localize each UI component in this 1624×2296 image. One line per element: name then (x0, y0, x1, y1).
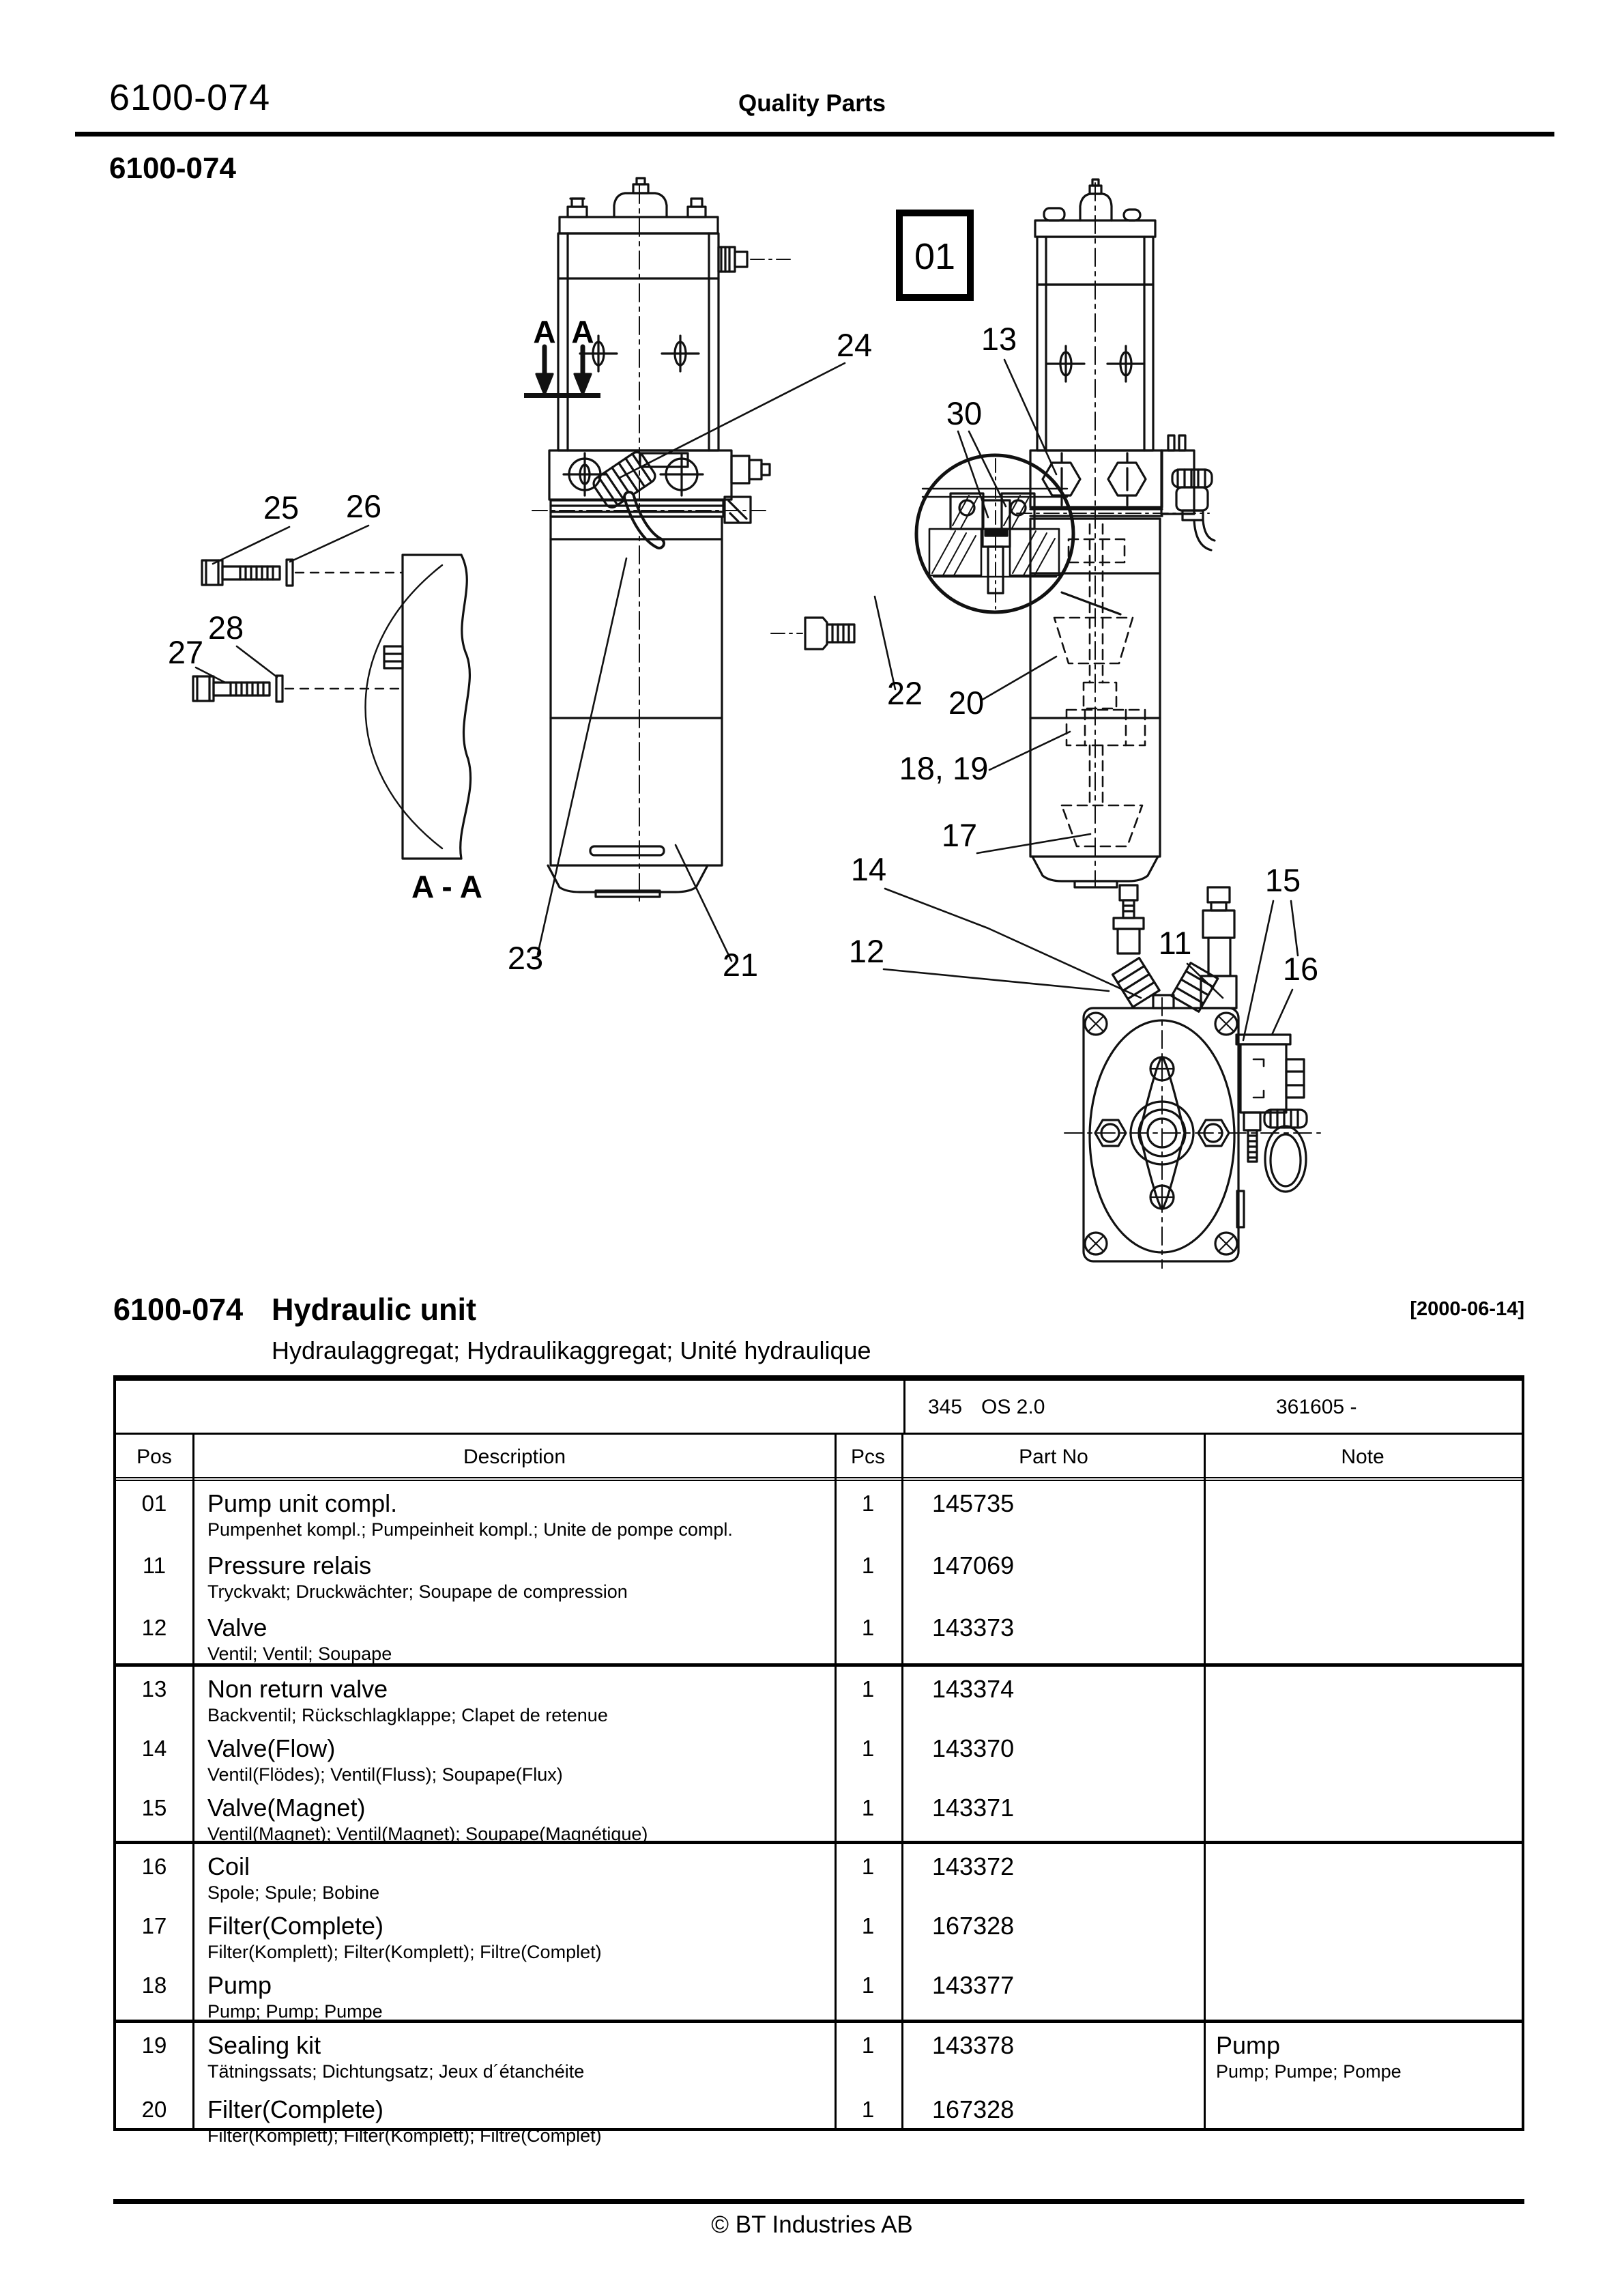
cell-pcs: 1 (861, 1972, 875, 1998)
cell-name: Non return valve (207, 1675, 388, 1703)
cell-pos: 17 (141, 1913, 167, 1938)
table-row (116, 1904, 1522, 1963)
table-row (116, 1963, 1522, 2020)
callout-12: 12 (848, 933, 885, 969)
section-view-label: A - A (411, 869, 482, 904)
cell-alt: Ventil(Flödes); Ventil(Fluss); Soupape(Flux) (207, 1764, 563, 1785)
cell-alt: Pump; Pump; Pumpe (207, 2001, 383, 2022)
callout-25: 25 (263, 489, 300, 526)
cell-name: Valve(Flow) (207, 1734, 336, 1762)
ref-box-01 (899, 213, 970, 298)
table-divider (901, 1433, 903, 2131)
page-code: 6100-074 (109, 152, 236, 185)
callout-18-19: 18, 19 (899, 750, 989, 786)
section-subtitle: Hydraulaggregat; Hydraulikaggregat; Unité hydraulique (272, 1336, 871, 1364)
table-meta-row (116, 1381, 1522, 1435)
cell-alt: Ventil; Ventil; Soupape (207, 1644, 392, 1664)
cell-pos: 01 (141, 1491, 167, 1516)
callout-26: 26 (345, 488, 382, 524)
table-row (116, 1663, 1522, 1726)
cell-name: Pump (207, 1971, 272, 1999)
cell-part: 143373 (932, 1613, 1015, 1641)
table-row (116, 1543, 1522, 1605)
cell-part: 143370 (932, 1734, 1015, 1762)
table-body (116, 1481, 1522, 2144)
cell-name: Valve (207, 1613, 267, 1641)
cell-pcs: 1 (861, 1491, 875, 1516)
cell-alt: Ventil(Magnet); Ventil(Magnet); Soupape(Magnétique) (207, 1824, 648, 1844)
callout-11: 11 (1158, 925, 1192, 961)
cell-note: Pump (1216, 2031, 1281, 2059)
cell-part: 167328 (932, 1912, 1015, 1940)
callout-20: 20 (948, 685, 985, 721)
pump-bottom-view (1064, 885, 1320, 1268)
col-pos: Pos (136, 1446, 172, 1468)
cell-alt: Filter(Komplett); Filter(Komplett); Filtre(Complet) (207, 1942, 602, 1962)
cell-pcs: 1 (861, 2097, 875, 2122)
cell-pos: 19 (141, 2033, 167, 2058)
cell-pos: 13 (141, 1676, 167, 1702)
model-variant: OS 2.0 (981, 1396, 1045, 1418)
table-row (116, 1481, 1522, 1543)
table-row (116, 2087, 1522, 2144)
cell-pcs: 1 (861, 1676, 875, 1702)
section-number: 6100-074 (113, 1292, 244, 1327)
callout-21: 21 (722, 947, 759, 983)
col-note: Note (1341, 1446, 1384, 1468)
hydraulic-unit-diagram (0, 171, 1624, 1276)
revision-date: [2000-06-14] (1410, 1298, 1524, 1320)
cell-alt: Pumpenhet kompl.; Pumpeinheit kompl.; Unite de pompe compl. (207, 1519, 733, 1540)
col-pcs: Pcs (850, 1446, 885, 1468)
cell-note-alt: Pump; Pumpe; Pompe (1216, 2061, 1402, 2082)
callout-24: 24 (836, 327, 873, 363)
cell-part: 167328 (932, 2095, 1015, 2123)
section-title: Hydraulic unit (272, 1292, 477, 1327)
table-row (116, 1726, 1522, 1785)
cell-pos: 14 (141, 1736, 167, 1761)
bracket-plate-drawing (193, 555, 471, 859)
table-header-row (116, 1435, 1522, 1481)
cell-alt: Filter(Komplett); Filter(Komplett); Filtre(Complet) (207, 2125, 602, 2146)
model-code: 345 (928, 1396, 963, 1418)
cell-name: Filter(Complete) (207, 2095, 384, 2123)
callout-28: 28 (207, 609, 244, 646)
callout-30: 30 (946, 395, 983, 431)
cell-alt: Backventil; Rückschlagklappe; Clapet de retenue (207, 1705, 608, 1725)
cell-pos: 18 (141, 1972, 167, 1998)
table-row (116, 1785, 1522, 1844)
cell-part: 143371 (932, 1794, 1015, 1822)
col-part-no: Part No (1019, 1446, 1088, 1468)
ref-box-label: 01 (914, 236, 956, 277)
footer-rule (113, 2199, 1524, 2204)
callout-27: 27 (167, 634, 204, 670)
cell-name: Pressure relais (207, 1551, 372, 1579)
footer-copyright: © BT Industries AB (711, 2211, 913, 2238)
cell-pos: 15 (141, 1795, 167, 1820)
callout-17: 17 (941, 817, 978, 853)
cell-part: 143372 (932, 1852, 1015, 1880)
col-description: Description (463, 1446, 566, 1468)
cell-pos: 12 (141, 1615, 167, 1640)
callout-13: 13 (981, 321, 1017, 357)
cell-name: Coil (207, 1852, 250, 1880)
cell-name: Sealing kit (207, 2031, 321, 2059)
cell-pos: 20 (141, 2097, 167, 2122)
cell-part: 145735 (932, 1489, 1015, 1517)
cell-name: Filter(Complete) (207, 1912, 384, 1940)
cell-pos: 11 (142, 1553, 166, 1578)
cell-pcs: 1 (861, 1795, 875, 1820)
callout-22: 22 (886, 675, 923, 711)
serial-range: 361605 - (1276, 1396, 1357, 1418)
header-doc-number: 6100-074 (109, 77, 271, 118)
header-rule (75, 132, 1554, 137)
cell-part: 143374 (932, 1675, 1015, 1703)
table-row (116, 1841, 1522, 1904)
cell-part: 143377 (932, 1971, 1015, 1999)
section-letter-a1: A (533, 314, 556, 349)
header-brand-title: Quality Parts (738, 90, 886, 117)
cell-pcs: 1 (861, 2033, 875, 2058)
cell-pos: 16 (141, 1854, 167, 1879)
cell-part: 143378 (932, 2031, 1015, 2059)
callout-23: 23 (507, 940, 544, 976)
cell-pcs: 1 (861, 1736, 875, 1761)
table-divider (903, 1381, 905, 1433)
parts-table (113, 1375, 1524, 2146)
cell-pcs: 1 (861, 1615, 875, 1640)
callout-15: 15 (1264, 862, 1301, 898)
cell-alt: Tryckvakt; Druckwächter; Soupape de compression (207, 1581, 628, 1602)
cell-alt: Tätningssats; Dichtungsatz; Jeux d´étanchéite (207, 2061, 585, 2082)
callout-16: 16 (1282, 951, 1319, 987)
table-divider (1204, 1433, 1206, 2131)
callout-14: 14 (850, 851, 887, 887)
cell-name: Pump unit compl. (207, 1489, 398, 1517)
table-row (116, 2020, 1522, 2087)
cell-name: Valve(Magnet) (207, 1794, 366, 1822)
left-unit-drawing (532, 178, 854, 904)
cell-pcs: 1 (861, 1553, 875, 1578)
table-divider (192, 1433, 194, 2131)
table-row (116, 1605, 1522, 1663)
table-divider (835, 1433, 837, 2131)
section-letter-a2: A (571, 314, 594, 349)
cell-alt: Spole; Spule; Bobine (207, 1882, 380, 1903)
cell-part: 147069 (932, 1551, 1015, 1579)
cell-pcs: 1 (861, 1854, 875, 1879)
cell-pcs: 1 (861, 1913, 875, 1938)
